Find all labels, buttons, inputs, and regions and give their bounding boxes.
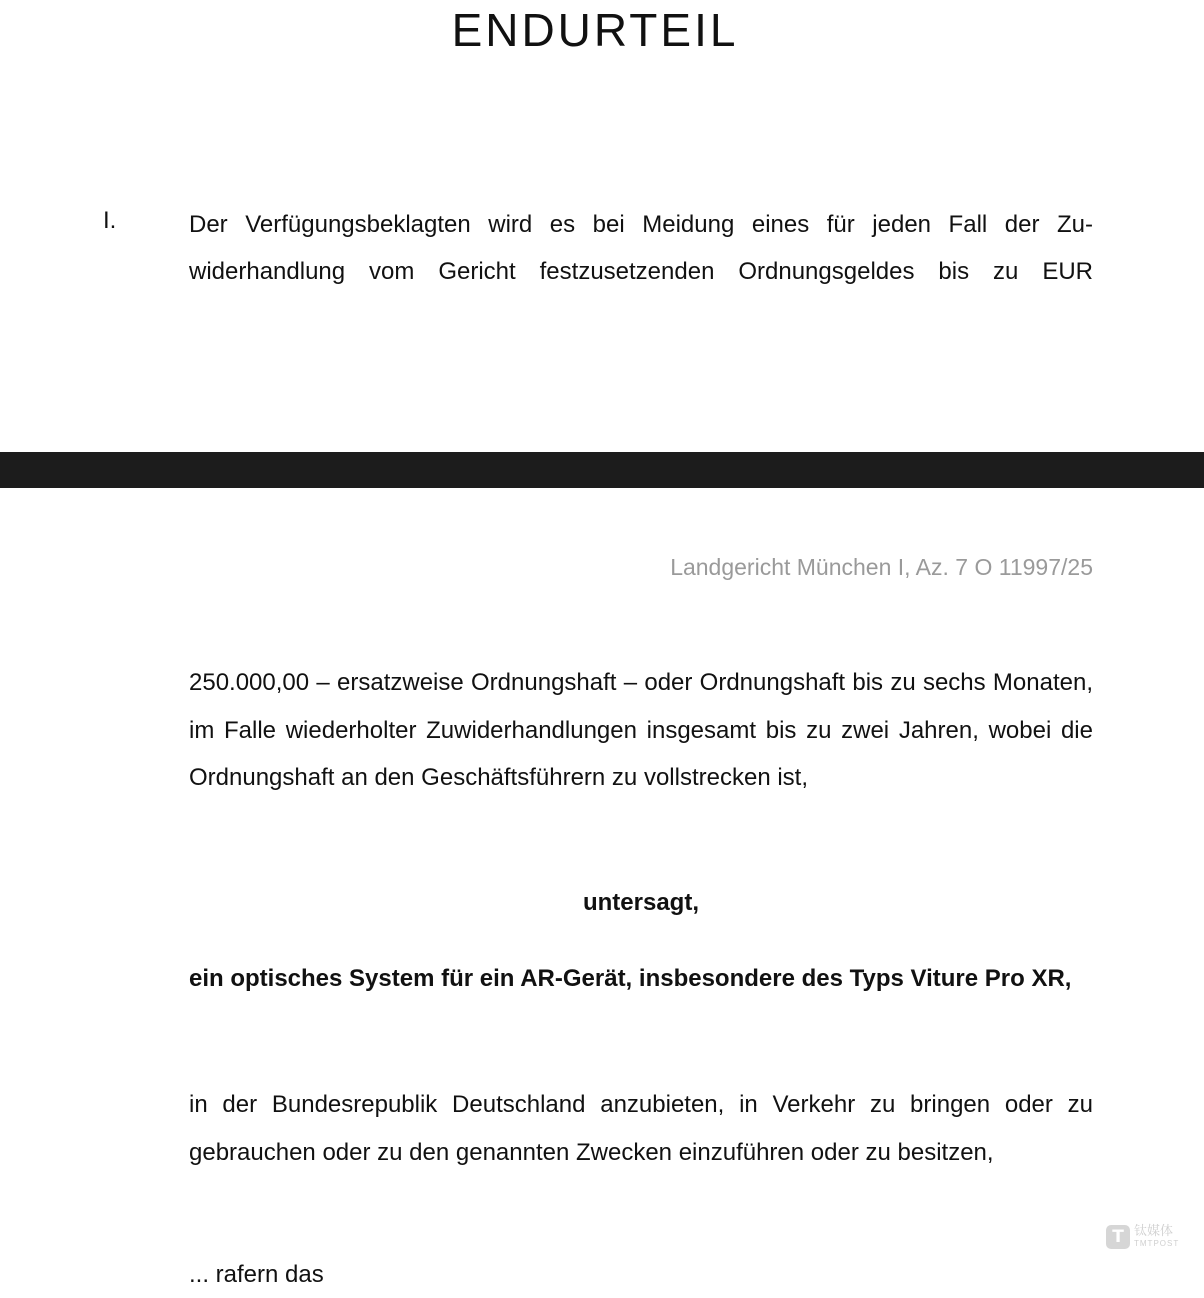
document-page-top [0, 0, 1204, 452]
document-title: ENDURTEIL [451, 4, 739, 56]
page-separator [0, 452, 1204, 488]
cut-off-line: ... rafern das [189, 1261, 324, 1288]
court-reference-header: Landgericht München I, Az. 7 O 11997/25 [670, 554, 1093, 580]
document-page-bottom [0, 488, 1204, 1288]
item-text: Der Verfügungsbeklagten wird es bei Meidung eines für jeden Fall der Zuwiderhandlung vom Gericht festzusetzenden Ordnungsgeldes bis zu EUR [189, 211, 1093, 285]
item-number: I. [103, 207, 117, 234]
subject-paragraph: ein optisches System für ein AR-Gerät, insbesondere des Typs Viture Pro XR, [189, 965, 1072, 992]
watermark-name-cn: 钛媒体 [1134, 1224, 1174, 1239]
prohibited-acts-paragraph: in der Bundesrepublik Deutschland anzubieten, in Verkehr zu bringen oder zu gebrauchen oder zu den genannten Zwecken einzuführen oder zu besitzen, [189, 1091, 1093, 1166]
tmtpost-watermark [1106, 1224, 1180, 1252]
watermark-name-en: TMTPOST [1134, 1239, 1180, 1248]
untersagt-heading: untersagt, [582, 889, 699, 916]
tmtpost-logo-icon: T [1106, 1225, 1130, 1249]
penalty-paragraph: 250.000,00 – ersatzweise Ordnungshaft – oder Ordnungshaft bis zu sechs Monaten, im Falle wiederholter Zuwiderhandlungen insgesamt bis zu zwei Jahren, wobei die Ordnungshaft an den Geschäftsführern zu vollstrecken ist, [189, 669, 1093, 791]
